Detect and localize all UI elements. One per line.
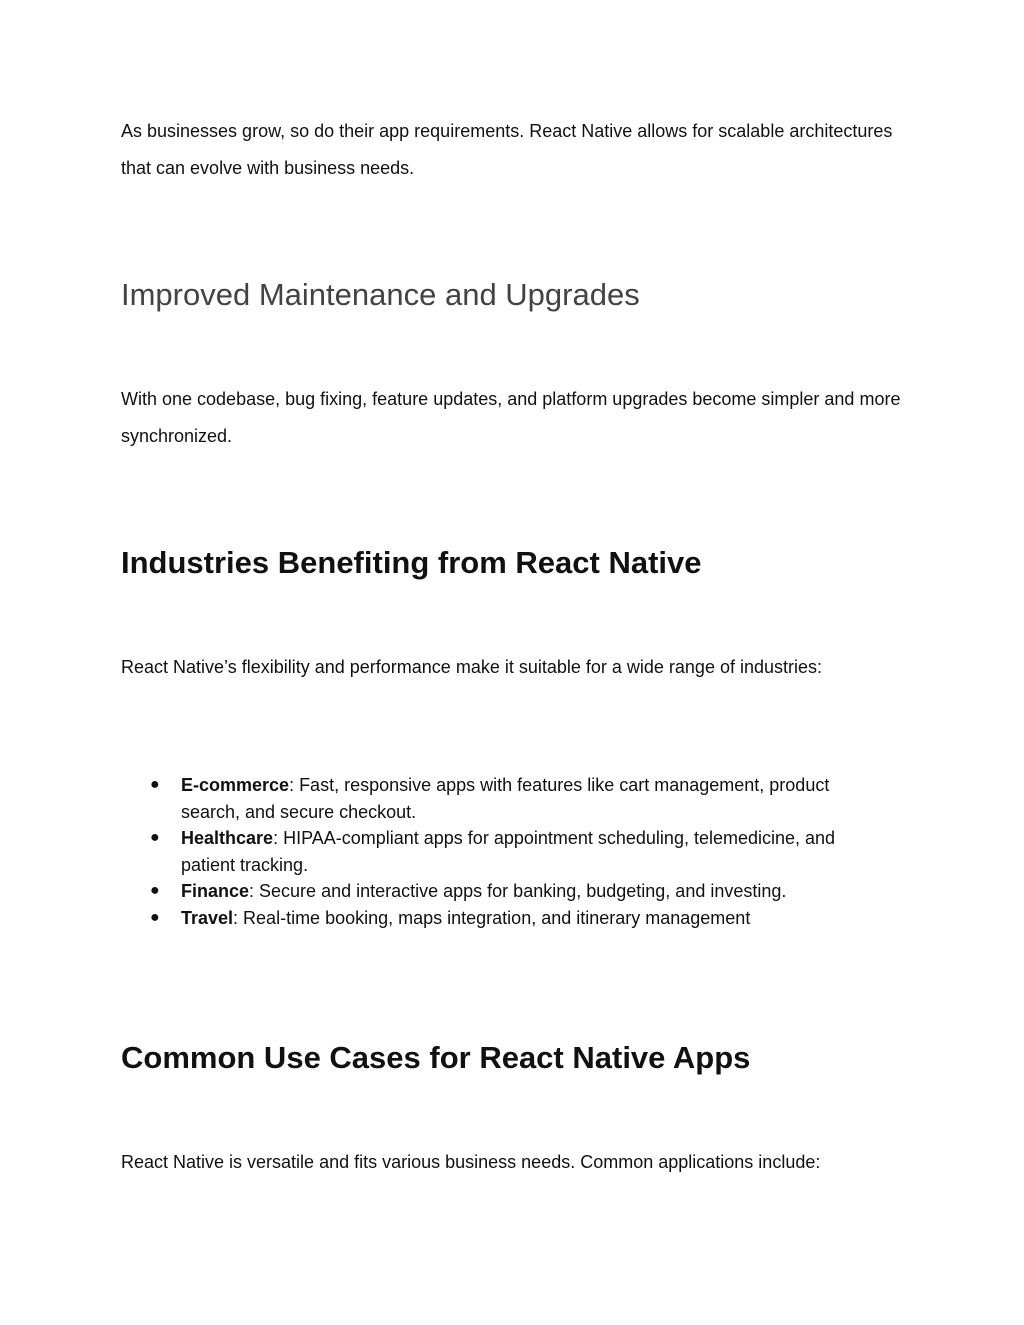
list-item-healthcare [150, 825, 890, 878]
bullet-icon: ● [150, 908, 160, 926]
bullet-icon: ● [150, 829, 160, 846]
list-item-term: Finance [181, 881, 250, 901]
list-item-travel [150, 905, 890, 932]
list-item-text: : Fast, responsive apps with features like cart management, product search, and secure checkout. [181, 775, 830, 822]
list-item-term: Travel [181, 907, 234, 928]
list-item-term: Healthcare [181, 828, 274, 848]
bullet-icon: ● [150, 882, 160, 899]
bullet-icon: ● [150, 776, 160, 793]
use-cases-paragraph: React Native is versatile and fits various business needs. Common applications include: [121, 1152, 821, 1172]
maintenance-heading: Improved Maintenance and Upgrades [121, 277, 640, 312]
intro-paragraph: As businesses grow, so do their app requirements. React Native allows for scalable architectures that can evolve with business needs. [121, 121, 893, 178]
use-cases-heading: Common Use Cases for React Native Apps [121, 1040, 751, 1075]
list-item-term: E-commerce [181, 775, 290, 795]
list-item-finance [150, 878, 890, 905]
list-item-ecommerce [150, 772, 890, 825]
maintenance-paragraph: With one codebase, bug fixing, feature updates, and platform upgrades become simpler and more synchronized. [121, 389, 901, 446]
list-item-text: : HIPAA-compliant apps for appointment scheduling, telemedicine, and patient tracking. [181, 828, 836, 875]
list-item-text: : Secure and interactive apps for banking, budgeting, and investing. [249, 881, 787, 901]
industries-paragraph: React Native’s flexibility and performance make it suitable for a wide range of industries: [121, 657, 823, 677]
list-item-text: : Real-time booking, maps integration, and itinerary management [233, 907, 751, 928]
industries-list [150, 772, 890, 931]
industries-heading: Industries Benefiting from React Native [121, 545, 702, 580]
